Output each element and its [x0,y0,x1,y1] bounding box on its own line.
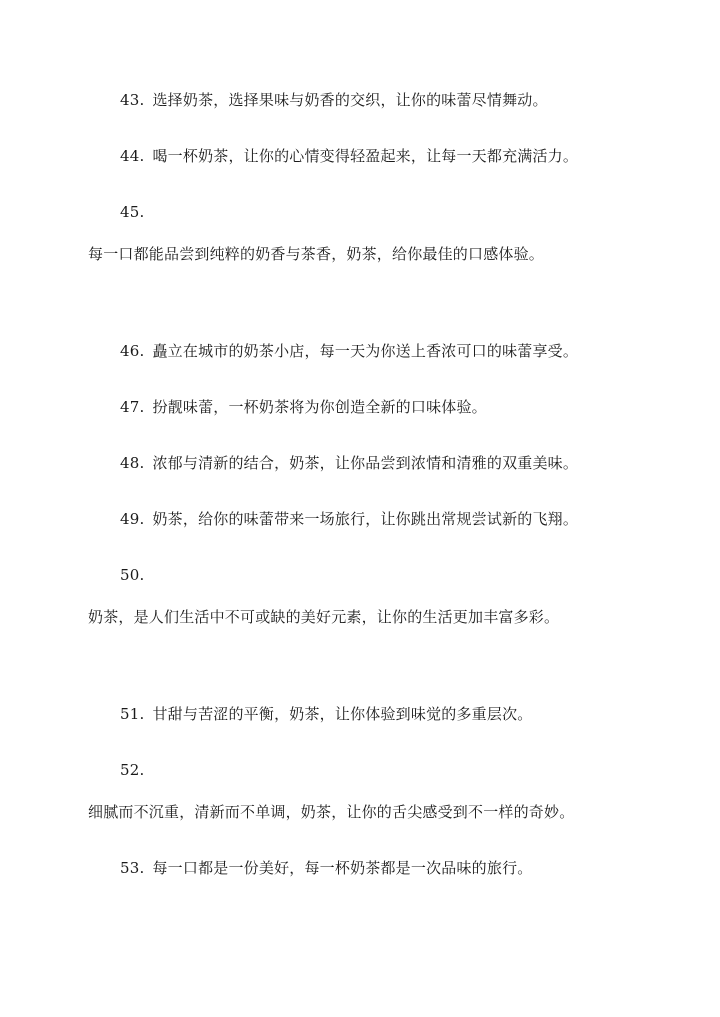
list-item-43 [120,90,548,110]
item-number: 47. [120,398,145,416]
item-text: 每一口都能品尝到纯粹的奶香与茶香，奶茶，给你最佳的口感体验。 [88,245,545,263]
item-number: 51. [120,705,145,723]
list-item-45-number [120,202,152,222]
item-number: 52. [120,761,145,779]
item-number: 45. [120,203,145,221]
item-text: 细腻而不沉重，清新而不单调，奶茶，让你的舌尖感受到不一样的奇妙。 [88,803,575,821]
item-text: 奶茶，给你的味蕾带来一场旅行，让你跳出常规尝试新的飞翔。 [152,510,579,528]
item-number: 46. [120,342,145,360]
item-text: 奶茶，是人们生活中不可或缺的美好元素，让你的生活更加丰富多彩。 [88,608,560,626]
list-item-45-text [88,244,544,264]
list-item-50-text [88,607,559,627]
item-number: 43. [120,91,145,109]
list-item-53 [120,858,532,878]
item-text: 甘甜与苦涩的平衡，奶茶，让你体验到味觉的多重层次。 [152,705,533,723]
item-number: 53. [120,859,145,877]
item-text: 浓郁与清新的结合，奶茶，让你品尝到浓情和清雅的双重美味。 [152,454,579,472]
list-item-52-number [120,760,152,780]
item-text: 扮靓味蕾，一杯奶茶将为你创造全新的口味体验。 [152,398,487,416]
list-item-50-number [120,565,152,585]
list-item-47 [120,397,487,417]
item-number: 49. [120,510,145,528]
item-number: 50. [120,566,145,584]
item-number: 48. [120,454,145,472]
item-text: 矗立在城市的奶茶小店，每一天为你送上香浓可口的味蕾享受。 [152,342,579,360]
item-text: 每一口都是一份美好，每一杯奶茶都是一次品味的旅行。 [152,859,533,877]
list-item-44 [120,146,578,166]
list-item-52-text [88,802,574,822]
list-item-51 [120,704,532,724]
item-number: 44. [120,147,145,165]
item-text: 选择奶茶，选择果味与奶香的交织，让你的味蕾尽情舞动。 [152,91,548,109]
list-item-49 [120,509,578,529]
item-text: 喝一杯奶茶，让你的心情变得轻盈起来，让每一天都充满活力。 [152,147,579,165]
list-item-46 [120,341,578,361]
list-item-48 [120,453,578,473]
